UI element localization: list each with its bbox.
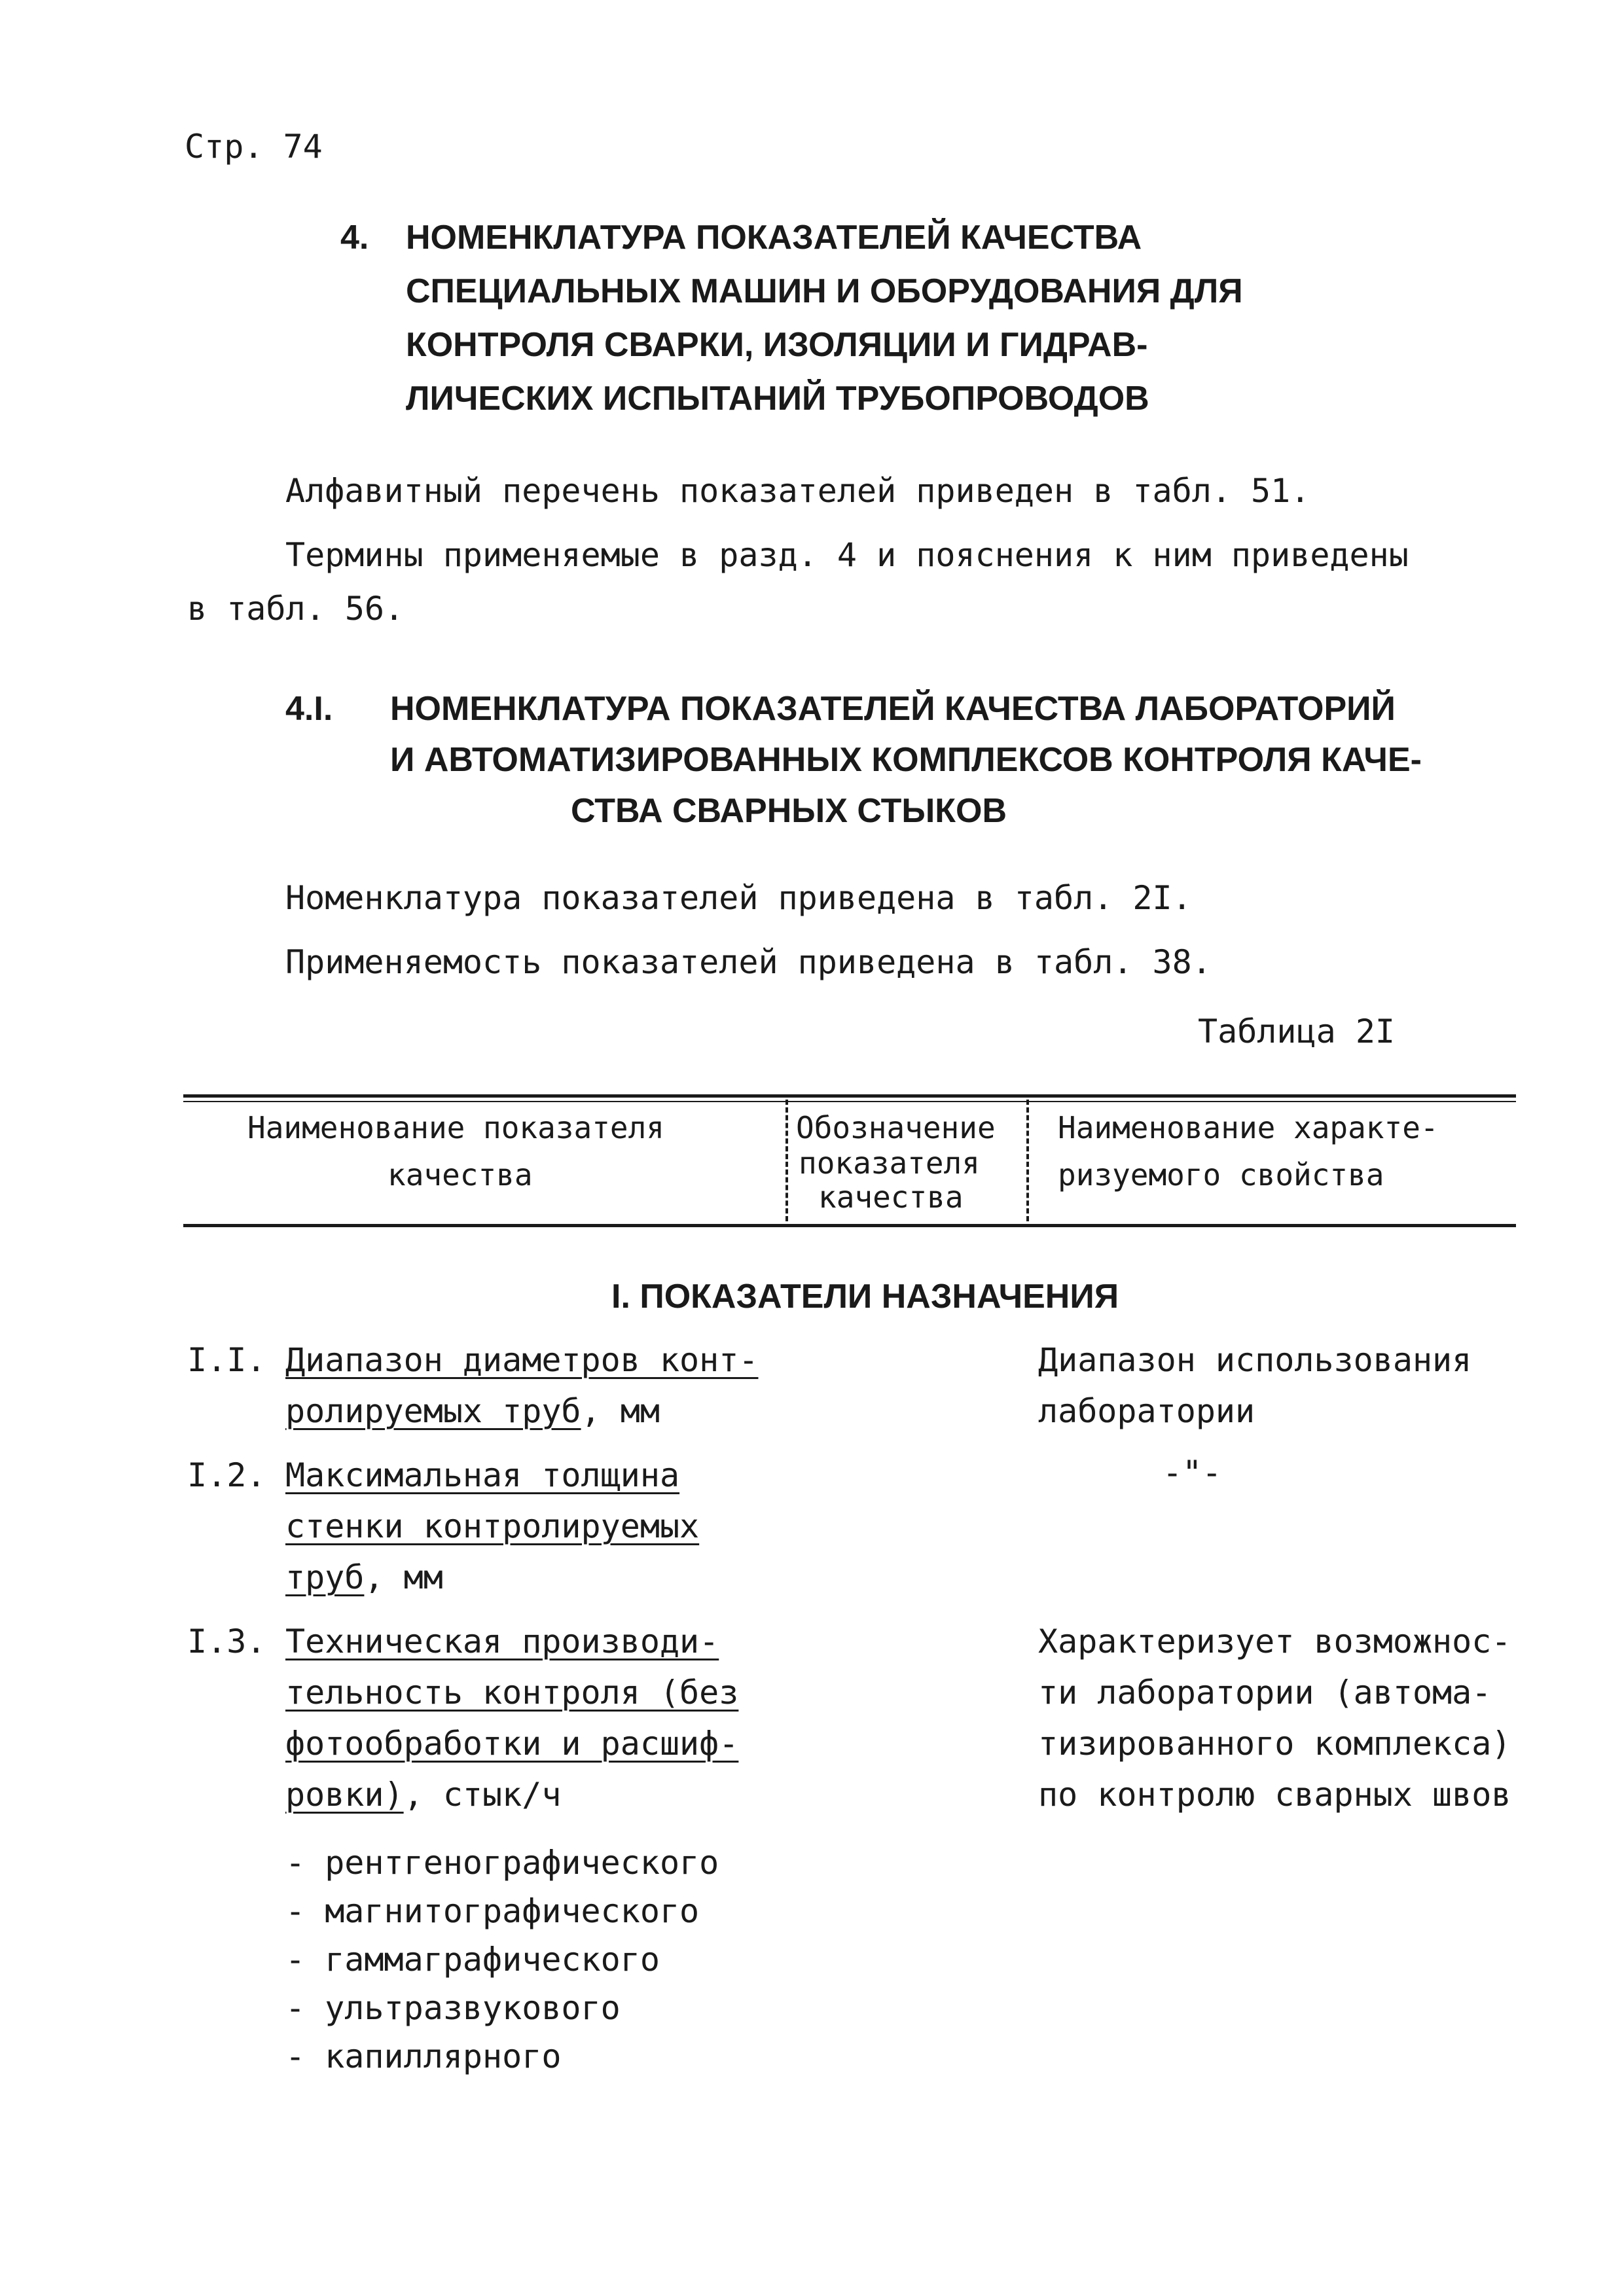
header-col-3-line-2: ризуемого свойства: [1058, 1157, 1384, 1193]
section-4-1-number: 4.I.: [285, 690, 333, 728]
property-line: лаборатории: [1038, 1392, 1255, 1430]
table-top-rule: [183, 1094, 1516, 1098]
table-group-title: I. ПОКАЗАТЕЛИ НАЗНАЧЕНИЯ: [611, 1278, 1119, 1316]
section-4-1-title-line-1: НОМЕНКЛАТУРА ПОКАЗАТЕЛЕЙ КАЧЕСТВА ЛАБОРАТОРИЙ: [390, 690, 1396, 728]
header-col-3-line-1: Наименование характе-: [1058, 1110, 1439, 1145]
header-col-1-line-2: качества: [388, 1157, 533, 1193]
header-col-2-line-2: показателя: [799, 1145, 980, 1181]
header-col-2-line-1: Обозначение: [796, 1110, 996, 1145]
indicator-name-line: Максимальная толщина: [285, 1456, 680, 1494]
row-number: I.I.: [187, 1341, 266, 1379]
list-item: - капиллярного: [285, 2037, 562, 2075]
section-4-title-line-4: ЛИЧЕСКИХ ИСПЫТАНИЙ ТРУБОПРОВОДОВ: [406, 380, 1149, 418]
section-4-paragraph-2-line-2: в табл. 56.: [187, 590, 405, 628]
section-4-title-line-3: КОНТРОЛЯ СВАРКИ, ИЗОЛЯЦИИ И ГИДРАВ-: [406, 326, 1148, 364]
row-number: I.3.: [187, 1623, 266, 1660]
indicator-name-line: тельность контроля (без: [285, 1674, 739, 1712]
property-line: Характеризует возможнос-: [1038, 1623, 1511, 1660]
indicator-name-line: труб, мм: [285, 1558, 443, 1596]
section-4-title-line-1: НОМЕНКЛАТУРА ПОКАЗАТЕЛЕЙ КАЧЕСТВА: [406, 219, 1142, 257]
section-4-paragraph-1: Алфавитный перечень показателей приведен в табл. 51.: [285, 472, 1310, 510]
indicator-name-line: Диапазон диаметров конт-: [285, 1341, 759, 1379]
property-line: Диапазон использования: [1038, 1341, 1472, 1379]
header-col-1-line-1: Наименование показателя: [247, 1110, 664, 1145]
ditto-mark: -"-: [1163, 1454, 1222, 1492]
list-item: - рентгенографического: [285, 1844, 719, 1882]
section-4-1-title-line-2: И АВТОМАТИЗИРОВАННЫХ КОМПЛЕКСОВ КОНТРОЛЯ КАЧЕ-: [390, 741, 1422, 779]
table-caption: Таблица 2I: [1198, 1013, 1396, 1050]
section-4-1-title-line-3: СТВА СВАРНЫХ СТЫКОВ: [571, 792, 1007, 830]
indicator-name-line: фотообработки и расшиф-: [285, 1725, 739, 1763]
section-4-1-paragraph-1: Номенклатура показателей приведена в табл. 2I.: [285, 879, 1192, 917]
list-item: - гаммаграфического: [285, 1941, 660, 1979]
header-separator-2: [1026, 1100, 1029, 1221]
table-top-rule-thin: [183, 1101, 1516, 1102]
page-number: Стр. 74: [185, 128, 323, 166]
table-header-bottom-rule: [183, 1224, 1516, 1227]
list-item: - ультразвукового: [285, 1989, 621, 2027]
indicator-name-line: ровки), стык/ч: [285, 1776, 562, 1814]
indicator-name-line: Техническая производи-: [285, 1623, 719, 1660]
header-col-2-line-3: качества: [818, 1179, 964, 1215]
section-4-1-paragraph-2: Применяемость показателей приведена в табл. 38.: [285, 943, 1212, 981]
property-line: ти лаборатории (автома-: [1038, 1674, 1492, 1712]
list-item: - магнитографического: [285, 1892, 700, 1930]
header-separator-1: [785, 1100, 788, 1221]
property-line: по контролю сварных швов: [1038, 1776, 1511, 1814]
section-4-paragraph-2-line-1: Термины применяемые в разд. 4 и пояснения к ним приведены: [285, 536, 1409, 574]
property-line: тизированного комплекса): [1038, 1725, 1511, 1763]
row-number: I.2.: [187, 1456, 266, 1494]
indicator-name-line: стенки контролируемых: [285, 1507, 700, 1545]
section-4-number: 4.: [340, 219, 369, 257]
section-4-title-line-2: СПЕЦИАЛЬНЫХ МАШИН И ОБОРУДОВАНИЯ ДЛЯ: [406, 272, 1243, 310]
indicator-name-line: ролируемых труб, мм: [285, 1392, 660, 1430]
